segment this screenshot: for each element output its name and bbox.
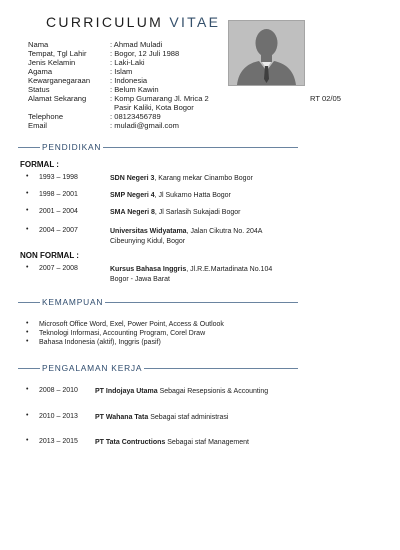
formal-entry [110, 227, 282, 247]
bio-value-address: : Komp Gumarang Jl. Mrica 2 [110, 94, 209, 103]
formal-label: FORMAL : [20, 160, 59, 169]
bullet-icon: • [26, 190, 29, 197]
skill-item: Bahasa Indonesia (aktif), Inggris (pasif) [39, 339, 161, 346]
non-formal-label: NON FORMAL : [20, 251, 79, 260]
formal-detail: , Jl Sukarno Hatta Bogor [154, 192, 231, 199]
non-formal-detail: , Jl.R.E.Martadinata No.104 Bogor - Jawa Barat [110, 266, 273, 283]
experience-company: PT Indojaya Utama [95, 388, 158, 395]
bio-label-name: Nama [28, 40, 49, 49]
person-silhouette-icon [229, 21, 304, 85]
bio-value-email: : muladi@gmail.com [110, 121, 179, 130]
address-rt: RT 02/05 [310, 94, 341, 103]
experience-role: Sebagai staf administrasi [148, 414, 229, 421]
title-main: CURRICULUM [46, 14, 170, 30]
section-title-pengalaman: PENGALAMAN KERJA [42, 363, 143, 373]
bio-value-status: : Belum Kawin [110, 85, 159, 94]
non-formal-course: Kursus Bahasa Inggris [110, 266, 187, 273]
profile-photo [228, 20, 305, 86]
bio-label-phone: Telephone [28, 112, 64, 121]
experience-company: PT Tata Contructions [95, 439, 166, 446]
experience-years: 2010 – 2013 [39, 413, 78, 420]
formal-school: Universitas Widyatama [110, 228, 187, 235]
experience-entry [95, 438, 249, 448]
experience-role: Sebagai Resepsionis & Accounting [157, 388, 269, 395]
bio-label-email: Email [28, 121, 47, 130]
page-title [46, 14, 220, 30]
bullet-icon: • [26, 173, 29, 180]
bullet-icon: • [26, 338, 29, 345]
experience-entry [95, 413, 228, 423]
formal-years: 2004 – 2007 [39, 227, 78, 234]
formal-detail: , Jl Sarlasih Sukajadi Bogor [154, 209, 241, 216]
bullet-icon: • [26, 386, 29, 393]
bio-label-religion: Agama [28, 67, 53, 76]
bio-value-name: : Ahmad Muladi [110, 40, 163, 49]
bio-label-birth: Tempat, Tgl Lahir [28, 49, 87, 58]
bullet-icon: • [26, 264, 29, 271]
bullet-icon: • [26, 412, 29, 419]
bio-value-nationality: : Indonesia [110, 76, 148, 85]
bio-label-gender: Jenis Kelamin [28, 58, 76, 67]
formal-entry [110, 174, 300, 184]
bullet-icon: • [26, 437, 29, 444]
formal-detail: , Karang mekar Cinambo Bogor [154, 175, 253, 182]
bullet-icon: • [26, 320, 29, 327]
experience-company: PT Wahana Tata [95, 414, 149, 421]
section-title-kemampuan: KEMAMPUAN [42, 297, 104, 307]
bio-value-birth: : Bogor, 12 Juli 1988 [110, 49, 180, 58]
non-formal-years: 2007 – 2008 [39, 265, 78, 272]
formal-years: 1998 – 2001 [39, 191, 78, 198]
bio-value-address-2: Pasir Kaliki, Kota Bogor [114, 103, 194, 112]
bullet-icon: • [26, 329, 29, 336]
experience-years: 2008 – 2010 [39, 387, 78, 394]
bio-value-phone: : 08123456789 [110, 112, 161, 121]
bullet-icon: • [26, 226, 29, 233]
bio-label-address: Alamat Sekarang [28, 94, 87, 103]
formal-years: 1993 – 1998 [39, 174, 78, 181]
skill-item: Teknologi Informasi, Accounting Program, Corel Draw [39, 330, 206, 337]
skill-item: Microsoft Office Word, Exel, Power Point, Access & Outlook [39, 321, 224, 328]
bio-block [28, 40, 228, 132]
formal-school: SMA Negeri 8 [110, 209, 155, 216]
formal-detail: , Jalan Cikutra No. 204A Cibeunying Kidul, Bogor [110, 228, 263, 245]
formal-years: 2001 – 2004 [39, 208, 78, 215]
bullet-icon: • [26, 207, 29, 214]
title-accent: VITAE [169, 14, 221, 30]
bio-label-status: Status [28, 85, 50, 94]
non-formal-entry [110, 265, 292, 285]
experience-years: 2013 – 2015 [39, 438, 78, 445]
formal-entry [110, 191, 300, 201]
bio-label-nationality: Kewarganegaraan [28, 76, 91, 85]
formal-school: SMP Negeri 4 [110, 192, 155, 199]
section-title-pendidikan: PENDIDIKAN [42, 142, 102, 152]
bio-value-religion: : Islam [110, 67, 133, 76]
formal-school: SDN Negeri 3 [110, 175, 155, 182]
experience-entry [95, 387, 268, 397]
bio-value-gender: : Laki-Laki [110, 58, 145, 67]
formal-entry [110, 208, 300, 218]
experience-role: Sebagai staf Management [165, 439, 249, 446]
